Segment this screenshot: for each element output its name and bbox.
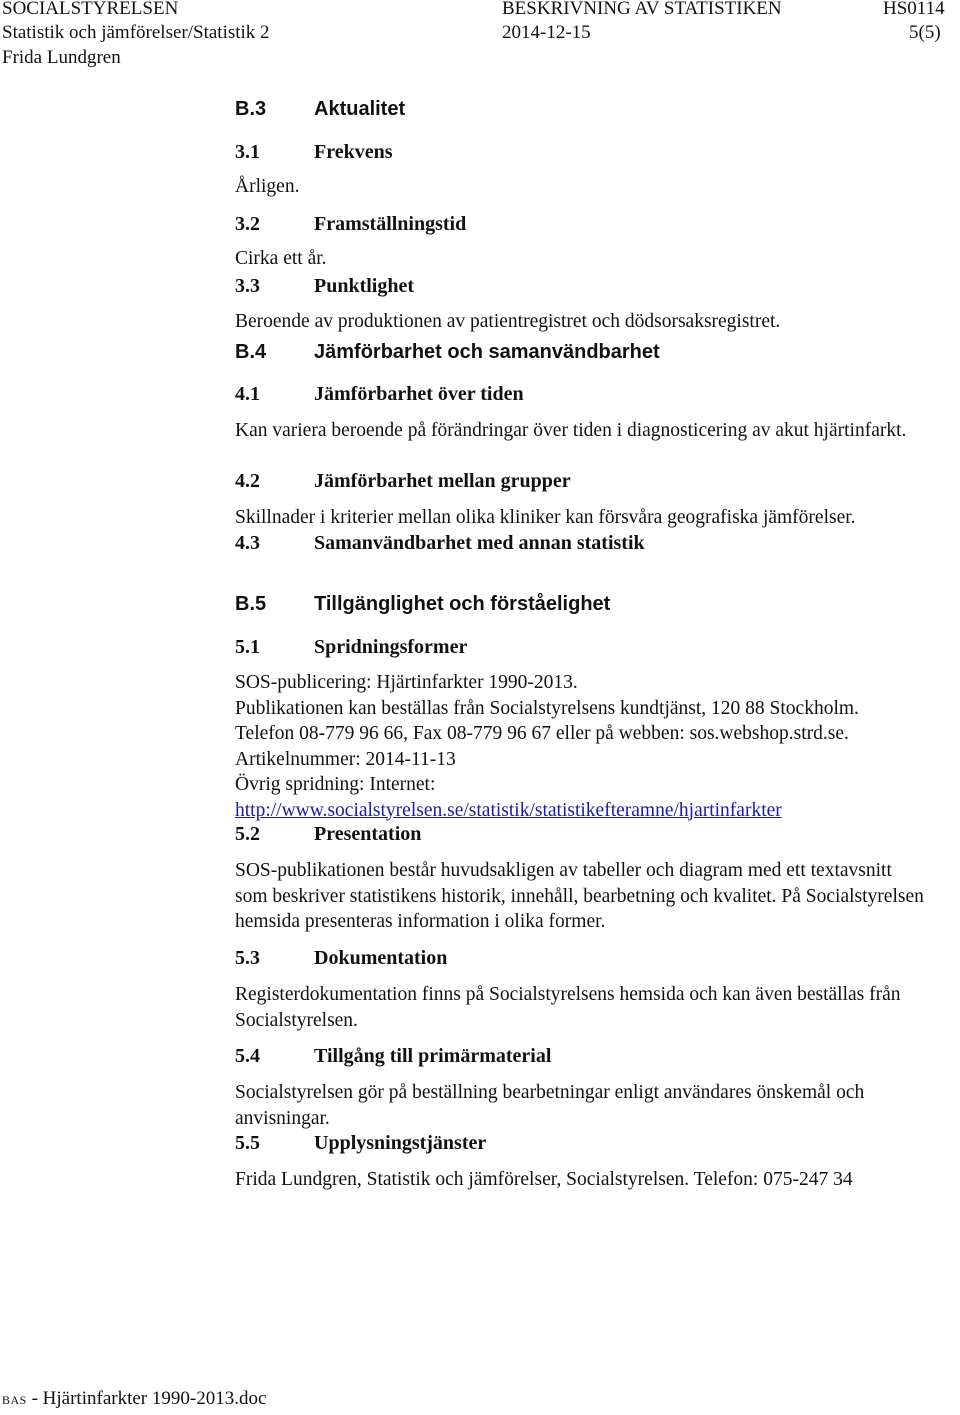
subsection-title: Frekvens xyxy=(314,141,393,163)
subsection-number: 4.3 xyxy=(235,532,260,554)
header-date: 2014-12-15 xyxy=(502,22,591,43)
ordering-line: Publikationen kan beställas från Socialstyrelsens kundtjänst, 120 88 Stockholm. xyxy=(235,697,859,719)
subsection-title: Spridningsformer xyxy=(314,636,468,658)
section-b4-heading xyxy=(235,340,660,364)
subsection-5-1-heading xyxy=(235,635,467,659)
subsection-4-1-heading xyxy=(235,382,524,406)
subsection-title: Dokumentation xyxy=(314,947,448,969)
section-number: B.4 xyxy=(235,341,267,363)
subsection-title: Jämförbarhet över tiden xyxy=(314,383,524,405)
section-number: B.3 xyxy=(235,98,267,120)
subsection-3-3-heading xyxy=(235,274,414,298)
subsection-5-3-heading xyxy=(235,946,447,970)
header-department: Statistik och jämförelser/Statistik 2 xyxy=(2,22,270,43)
subsection-4-2-text: Skillnader i kriterier mellan olika kliniker kan försvåra geografiska jämförelser. xyxy=(235,507,856,528)
subsection-5-4-heading xyxy=(235,1044,551,1068)
header-doc-type: BESKRIVNING AV STATISTIKEN xyxy=(502,0,782,19)
subsection-3-3-text: Beroende av produktionen av patientregistret och dödsorsaksregistret. xyxy=(235,311,781,332)
section-b5-heading xyxy=(235,592,610,616)
header-code: HS0114 xyxy=(883,0,945,19)
subsection-number: 5.5 xyxy=(235,1132,260,1154)
footer-doc-name: - Hjärtinfarkter 1990-2013.doc xyxy=(26,1388,267,1409)
subsection-number: 4.1 xyxy=(235,383,260,405)
subsection-number: 5.3 xyxy=(235,947,260,969)
section-title: Tillgänglighet och förståelighet xyxy=(314,593,611,615)
subsection-5-2-heading xyxy=(235,822,421,846)
subsection-title: Tillgång till primärmaterial xyxy=(314,1045,552,1067)
subsection-title: Presentation xyxy=(314,823,422,845)
subsection-3-2-heading xyxy=(235,212,466,236)
footer-filename xyxy=(2,1388,266,1411)
subsection-5-2-text: SOS-publikationen består huvudsakligen av tabeller och diagram med ett textavsnitt som beskriver statistikens historik, innehåll, bearbetning och kvalitet. På Socialstyrelsen hemsida presenteras information i olika former. xyxy=(235,860,924,932)
header-org: SOCIALSTYRELSEN xyxy=(2,0,179,19)
subsection-3-1-heading xyxy=(235,140,393,164)
subsection-5-3-text: Registerdokumentation finns på Socialstyrelsens hemsida och kan även beställas från Socialstyrelsen. xyxy=(235,984,901,1031)
subsection-number: 5.2 xyxy=(235,823,260,845)
subsection-3-1-text: Årligen. xyxy=(235,176,300,197)
subsection-5-4-text: Socialstyrelsen gör på beställning bearbetningar enligt användares önskemål och anvisningar. xyxy=(235,1082,865,1129)
subsection-number: 5.1 xyxy=(235,636,260,658)
subsection-5-5-text: Frida Lundgren, Statistik och jämförelser, Socialstyrelsen. Telefon: 075-247 34 xyxy=(235,1169,853,1190)
subsection-number: 3.3 xyxy=(235,275,260,297)
subsection-5-5-heading xyxy=(235,1131,486,1155)
section-title: Jämförbarhet och samanvändbarhet xyxy=(314,341,660,363)
subsection-title: Punktlighet xyxy=(314,275,415,297)
subsection-title: Jämförbarhet mellan grupper xyxy=(314,470,571,492)
footer-prefix: BAS xyxy=(2,1393,27,1407)
section-title: Aktualitet xyxy=(314,98,406,120)
header-author: Frida Lundgren xyxy=(2,47,121,68)
subsection-title: Samanvändbarhet med annan statistik xyxy=(314,532,645,554)
subsection-4-1-text: Kan variera beroende på förändringar över tiden i diagnosticering av akut hjärtinfarkt. xyxy=(235,420,907,441)
subsection-4-2-heading xyxy=(235,469,571,493)
subsection-number: 3.1 xyxy=(235,141,260,163)
contact-line: Telefon 08-779 96 66, Fax 08-779 96 67 eller på webben: sos.webshop.strd.se. xyxy=(235,723,849,744)
article-number-line: Artikelnummer: 2014-11-13 xyxy=(235,748,456,770)
subsection-number: 3.2 xyxy=(235,213,260,235)
subsection-number: 5.4 xyxy=(235,1045,260,1067)
section-b3-heading xyxy=(235,97,405,121)
header-page-number: 5(5) xyxy=(909,22,941,43)
subsection-title: Framställningstid xyxy=(314,213,467,235)
subsection-3-2-text: Cirka ett år. xyxy=(235,248,327,269)
statistics-link[interactable]: http://www.socialstyrelsen.se/statistik/statistikefteramne/hjartinfarkter xyxy=(235,799,782,821)
other-distribution-line: Övrig spridning: Internet: xyxy=(235,774,436,795)
publication-line: SOS-publicering: Hjärtinfarkter 1990-2013. xyxy=(235,672,578,693)
subsection-title: Upplysningstjänster xyxy=(314,1132,487,1154)
subsection-number: 4.2 xyxy=(235,470,260,492)
section-number: B.5 xyxy=(235,593,267,615)
subsection-5-1-text xyxy=(235,670,950,823)
subsection-4-3-heading xyxy=(235,531,645,555)
